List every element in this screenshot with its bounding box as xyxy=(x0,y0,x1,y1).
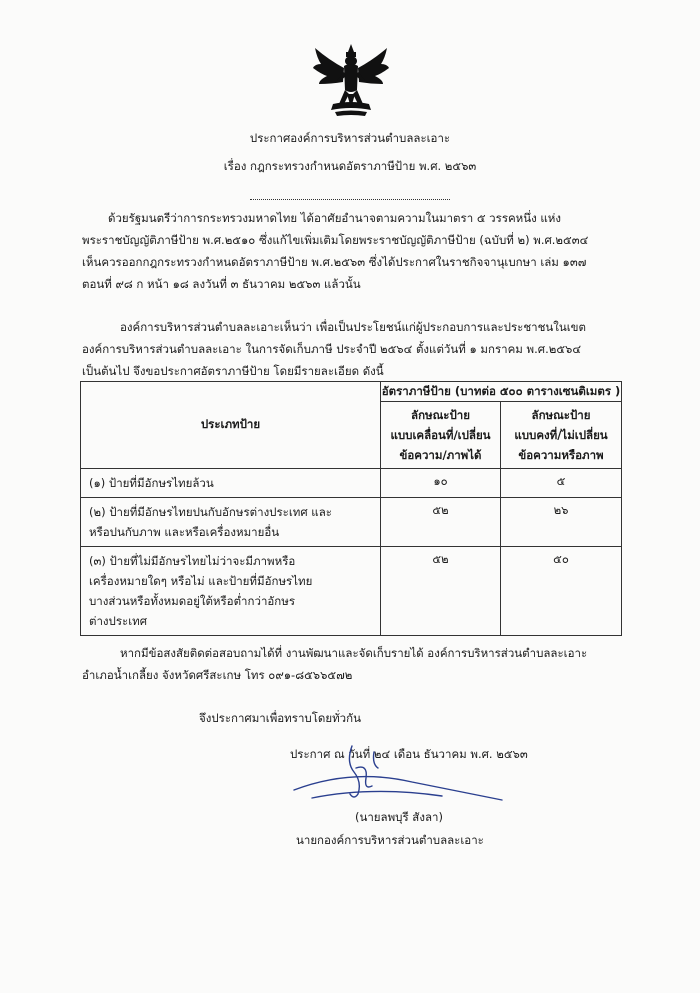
rate-fixed-cell: ๕๐ xyxy=(501,547,622,636)
header-line: ข้อความหรือภาพ xyxy=(518,448,604,462)
paragraph-decision xyxy=(82,316,622,382)
closing-announcement: จึงประกาศมาเพื่อทราบโดยทั่วกัน xyxy=(199,711,361,725)
sign-type-cell xyxy=(81,498,381,547)
paragraph-line: พระราชบัญญัติภาษีป้าย พ.ศ.๒๕๑๐ ซึ่งแก้ไขเพิ่มเติมโดยพระราชบัญญัติภาษีป้าย (ฉบับที่ ๒) พ.ศ.๒๕๓๔ xyxy=(82,233,589,247)
sign-type-cell xyxy=(81,547,381,636)
column-header-movable-sign xyxy=(381,402,501,469)
column-header-fixed-sign xyxy=(501,402,622,469)
paragraph-line: เห็นควรออกกฎกระทรวงกำหนดอัตราภาษีป้าย พ.ศ.๒๕๖๓ ซึ่งได้ประกาศในราชกิจจานุเบกษา เล่ม ๑๓๗ xyxy=(82,255,587,269)
header-line: ลักษณะป้าย xyxy=(411,408,470,422)
signer-name: (นายลพบุรี สังลา) xyxy=(355,810,443,824)
sign-type-cell xyxy=(81,469,381,498)
signer-title: นายกองค์การบริหารส่วนตำบลละเอาะ xyxy=(296,833,484,847)
header-line: แบบเคลื่อนที่/เปลี่ยน xyxy=(390,428,491,442)
sign-type-line: เครื่องหมายใดๆ หรือไม่ และป้ายที่มีอักษรไทย xyxy=(89,574,313,588)
rate-movable-cell: ๕๒ xyxy=(381,498,501,547)
dotted-divider xyxy=(250,199,450,200)
paragraph-line: ด้วยรัฐมนตรีว่าการกระทรวงมหาดไทย ได้อาศัยอำนาจตามความในมาตรา ๕ วรรคหนึ่ง แห่ง xyxy=(108,211,562,225)
announcement-date: ประกาศ ณ วันที่ ๒๔ เดือน ธันวาคม พ.ศ. ๒๕๖๓ xyxy=(290,747,528,761)
sign-type-line: หรือปนกับภาพ และหรือเครื่องหมายอื่น xyxy=(89,525,280,539)
sign-type-line: (๓) ป้ายที่ไม่มีอักษรไทยไม่ว่าจะมีภาพหรือ xyxy=(89,554,296,568)
paragraph-line: องค์การบริหารส่วนตำบลละเอาะ ในการจัดเก็บภาษี ประจำปี ๒๕๖๔ ตั้งแต่วันที่ ๑ มกราคม พ.ศ.๒๕๖๔ xyxy=(82,342,582,356)
paragraph-line: องค์การบริหารส่วนตำบลละเอาะเห็นว่า เพื่อเป็นประโยชน์แก่ผู้ประกอบการและประชาชนในเขต xyxy=(120,320,586,334)
rate-movable-cell: ๑๐ xyxy=(381,469,501,498)
rate-movable-cell: ๕๒ xyxy=(381,547,501,636)
table-row xyxy=(81,498,622,547)
header-line: ข้อความ/ภาพได้ xyxy=(399,448,482,462)
paragraph-background xyxy=(82,207,622,295)
sign-type-line: บางส่วนหรือทั้งหมดอยู่ใต้หรือต่ำกว่าอักษร xyxy=(89,594,296,608)
paragraph-line: อำเภอน้ำเกลี้ยง จังหวัดศรีสะเกษ โทร ๐๙๑-๘๕๖๖๕๗๒ xyxy=(82,668,353,682)
table-row xyxy=(81,469,622,498)
garuda-emblem-icon xyxy=(311,42,391,120)
paragraph-line: หากมีข้อสงสัยติดต่อสอบถามได้ที่ งานพัฒนาและจัดเก็บรายได้ องค์การบริหารส่วนตำบลละเอาะ xyxy=(120,646,588,660)
paragraph-line: ตอนที่ ๙๘ ก หน้า ๑๘ ลงวันที่ ๓ ธันวาคม ๒๕๖๓ แล้วนั้น xyxy=(82,277,361,291)
column-header-tax-rate: อัตราภาษีป้าย (บาทต่อ ๕๐๐ ตารางเซนติเมตร ) xyxy=(381,382,622,402)
paragraph-contact xyxy=(82,642,622,686)
announcement-subject: เรื่อง กฎกระทรวงกำหนดอัตราภาษีป้าย พ.ศ. ๒๕๖๓ xyxy=(223,159,477,173)
paragraph-line: เป็นต้นไป จึงขอประกาศอัตราภาษีป้าย โดยมีรายละเอียด ดังนี้ xyxy=(82,364,384,378)
rate-fixed-cell: ๒๖ xyxy=(501,498,622,547)
column-header-sign-type: ประเภทป้าย xyxy=(81,382,381,469)
header-line: แบบคงที่/ไม่เปลี่ยน xyxy=(514,428,608,442)
header-line: ลักษณะป้าย xyxy=(531,408,591,422)
announcement-title: ประกาศองค์การบริหารส่วนตำบลละเอาะ xyxy=(249,131,451,145)
sign-type-line: (๒) ป้ายที่มีอักษรไทยปนกับอักษรต่างประเทศ และ xyxy=(89,505,332,519)
sign-tax-rate-table xyxy=(80,381,622,636)
signature xyxy=(282,738,512,818)
table-row xyxy=(81,547,622,636)
rate-fixed-cell: ๕ xyxy=(501,469,622,498)
sign-type-line: (๑) ป้ายที่มีอักษรไทยล้วน xyxy=(89,476,214,490)
sign-type-line: ต่างประเทศ xyxy=(89,614,148,628)
